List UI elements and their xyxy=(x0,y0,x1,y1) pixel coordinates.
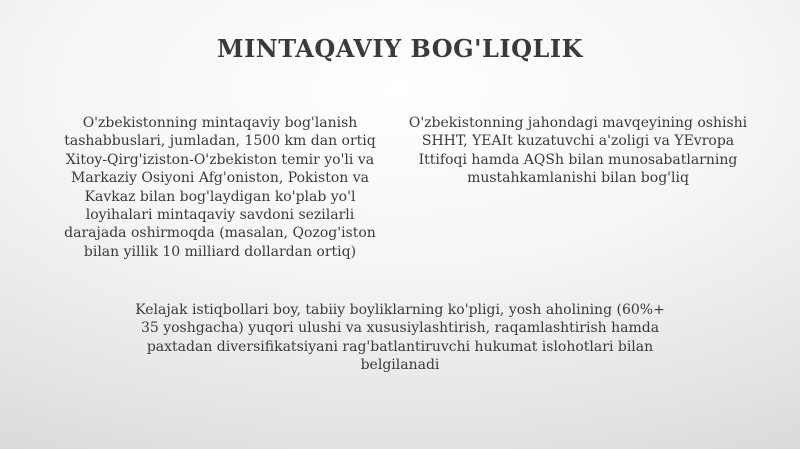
bottom-paragraph: Kelajak istiqbollari boy, tabiiy boyliklarning ko'pligi, yosh aholining (60%+ 35 yoshgacha) yuqori ulushi va xususiylashtirish, raqamlashtirish hamda paxtadan diversifikatsiyani rag'batlantiruvchi hukumat islohotlari bilan belgilanadi xyxy=(135,302,665,374)
left-paragraph: O'zbekistonning mintaqaviy bog'lanish tashabbuslari, jumladan, 1500 km dan ortiq Xitoy-Qirg'iziston-O'zbekiston temir yo'li va Markaziy Osiyoni Afg'oniston, Pokiston va Kavkaz bilan bog'laydigan ko'plab yo'l loyihalari mintaqaviy savdoni sezilarli darajada oshirmoqda (masalan, Qozog'iston bilan yillik 10 milliard dollardan ortiq) xyxy=(64,115,376,260)
right-paragraph: O'zbekistonning jahondagi mavqeyining oshishi SHHT, YEAIt kuzatuvchi a'zoligi va YEvropa Ittifoqi hamda AQSh bilan munosabatlarning mustahkamlanishi bilan bog'liq xyxy=(408,115,748,187)
slide-title: MINTAQAVIY BOG'LIQLIK xyxy=(217,34,583,63)
